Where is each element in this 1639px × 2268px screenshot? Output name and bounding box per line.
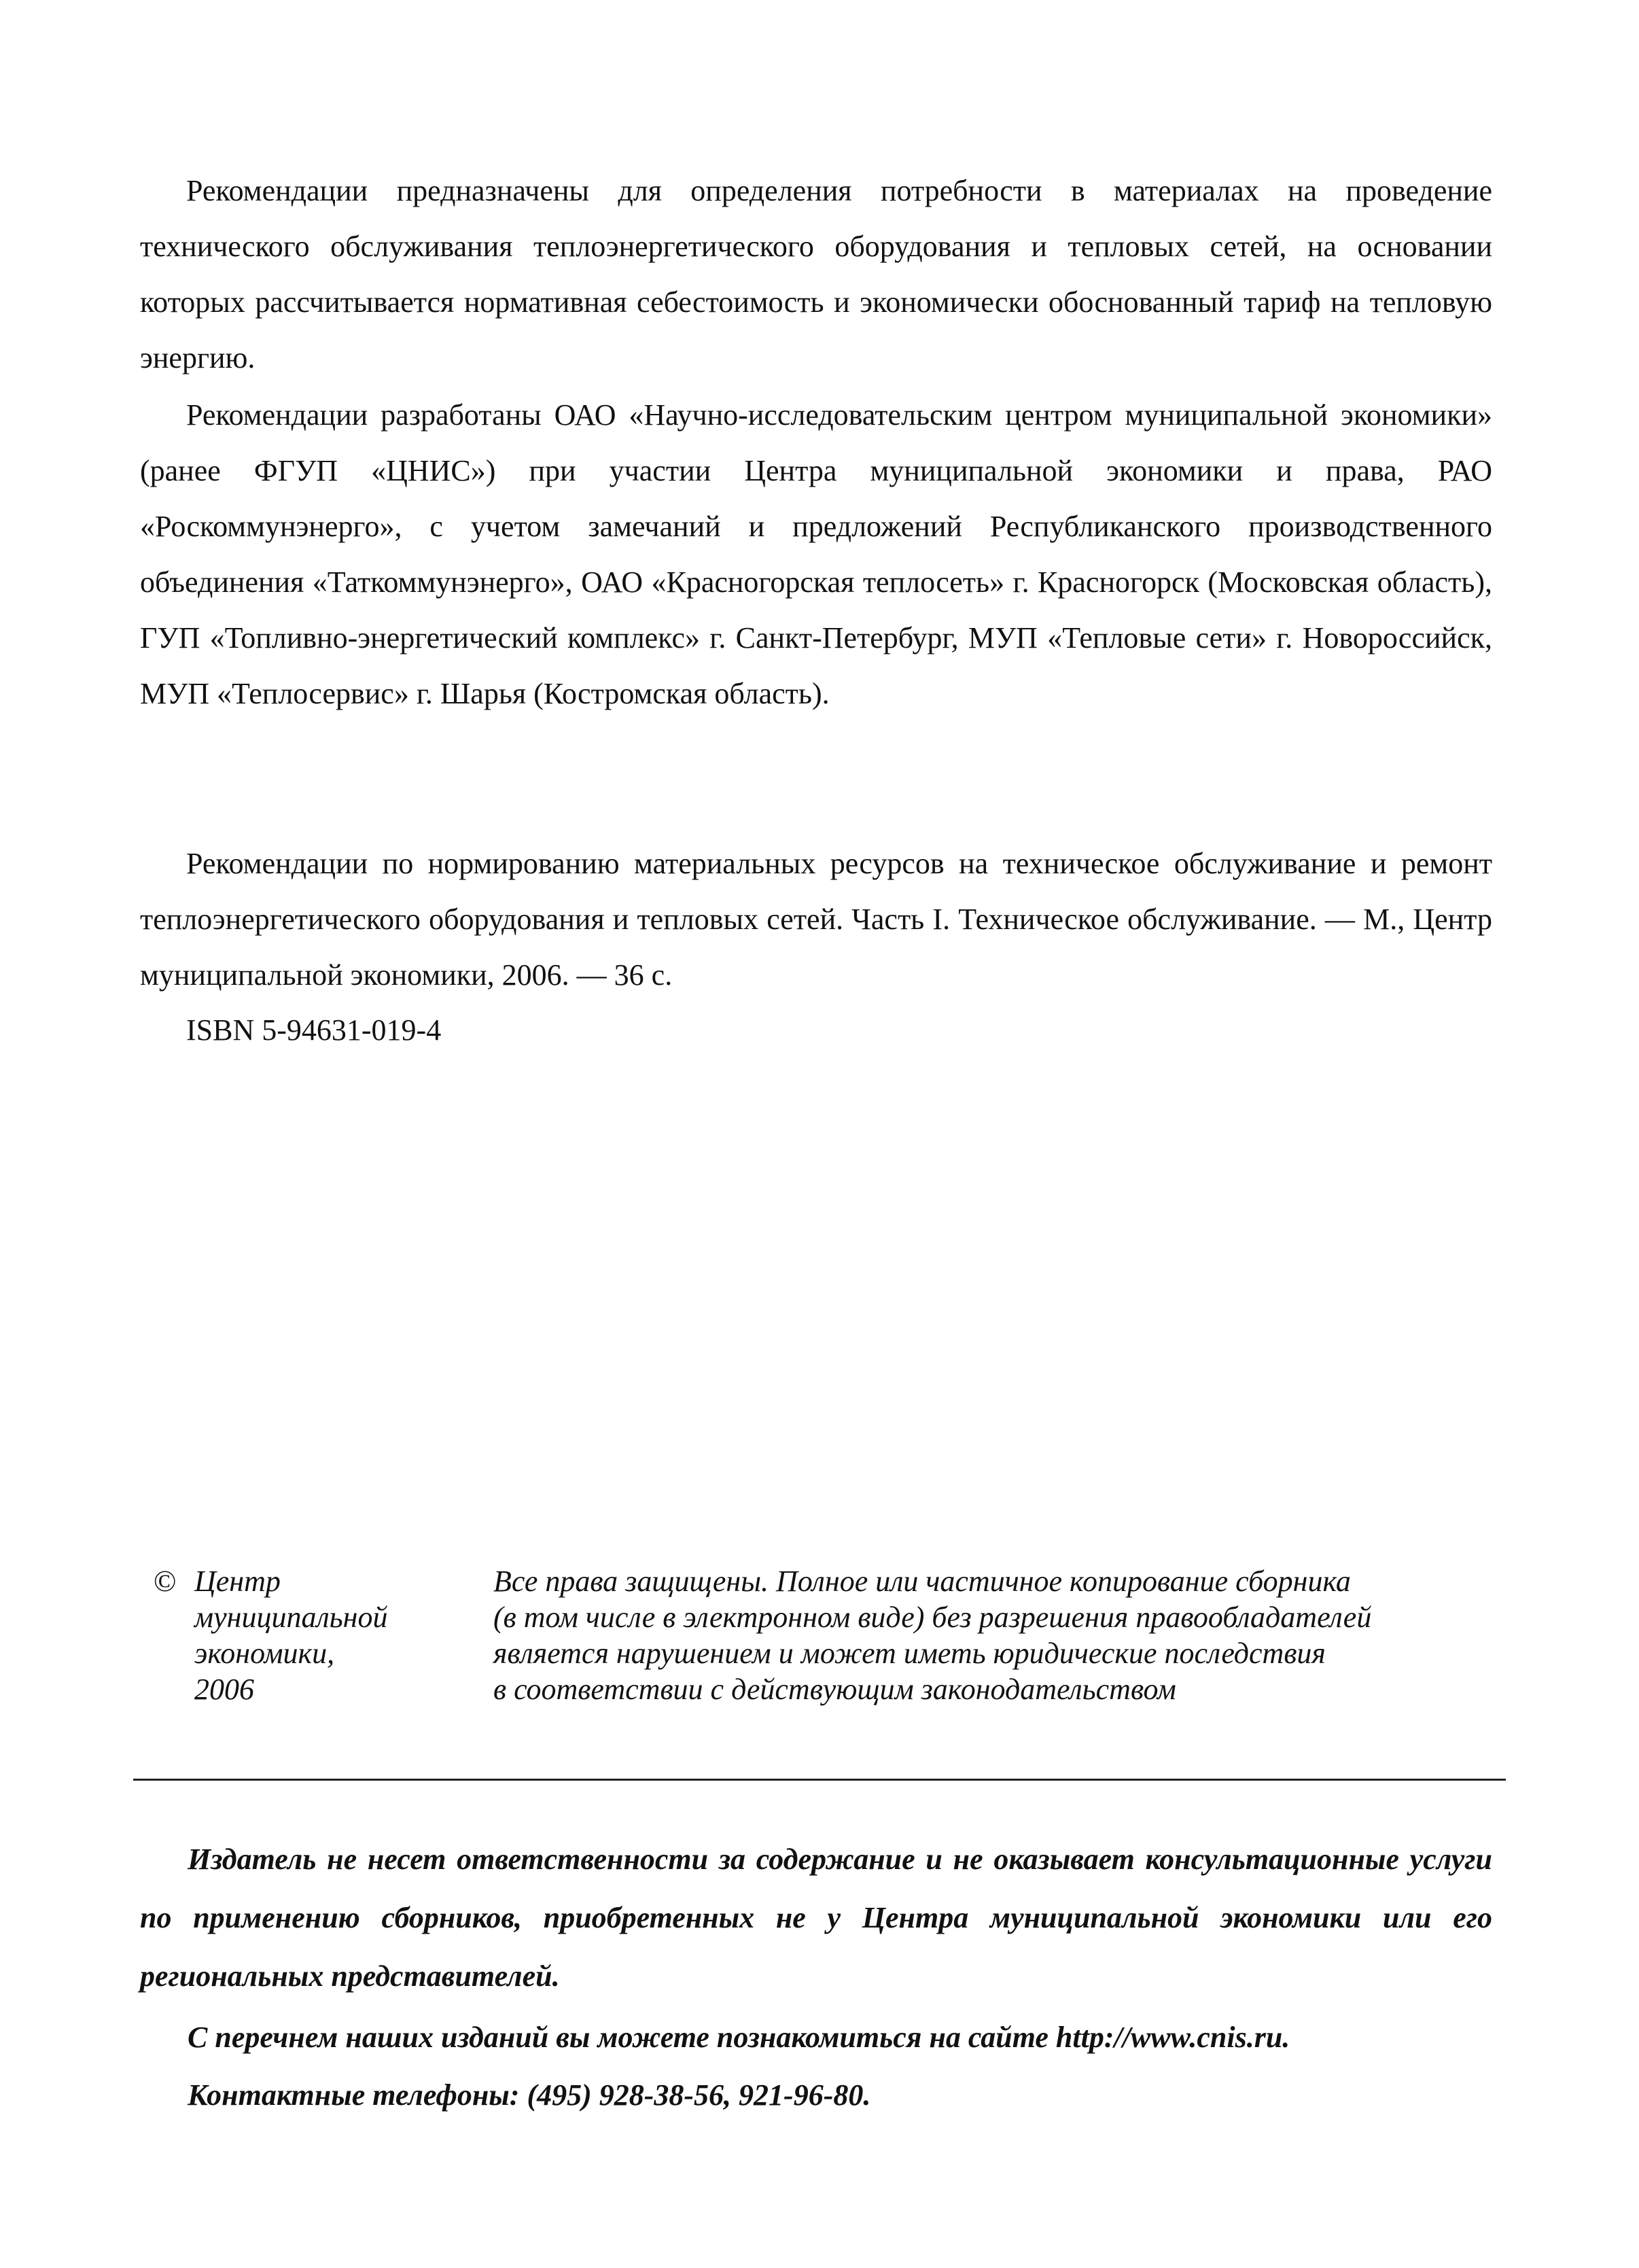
contact-phones: Контактные телефоны: (495) 928-38-56, 921-96-80. [188, 2078, 871, 2112]
horizontal-divider [133, 1779, 1506, 1781]
copyright-holder-lines [194, 1563, 387, 1707]
copyright-holder-line: 2006 [194, 1673, 254, 1706]
isbn-line: ISBN 5-94631-019-4 [186, 1013, 442, 1047]
copyright-holder-line: Центр [194, 1565, 281, 1598]
bibliographic-citation: Рекомендации по нормированию материальных ресурсов на техническое обслуживание и ремонт теплоэнергетического оборудования и тепловых сетей. Часть I. Техническое обслуживание. — М., Центр муниципальной экономики, 2006. — 36 с. [140, 847, 1492, 992]
publisher-disclaimer: Издатель не несет ответственности за содержание и не оказывает консультационные услуги по применению сборников, приобретенных не у Центра муниципальной экономики или его региональных представителей. [140, 1843, 1492, 1993]
copyright-block [154, 1563, 1485, 1754]
copyright-notice [493, 1563, 1485, 1707]
copyright-notice-line: в соответствии с действующим законодательством [493, 1673, 1176, 1706]
copyright-notice-line: (в том числе в электронном виде) без разрешения правообладателей [493, 1601, 1372, 1634]
catalog-notice: С перечнем наших изданий вы можете познакомиться на сайте http://www.cnis.ru. [188, 2021, 1290, 2054]
copyright-notice-line: Все права защищены. Полное или частичное копирование сборника [493, 1565, 1351, 1598]
copyright-holder-line: экономики, [194, 1637, 335, 1670]
developers-paragraph: Рекомендации разработаны ОАО «Научно-исследовательским центром муниципальной экономики» (ранее ФГУП «ЦНИС») при участии Центра муниципальной экономики и права, РАО «Роскоммунэнерго», с учетом замечаний и предложений Республиканского производственного объединения «Таткоммунэнерго», ОАО «Красногорская теплосеть» г. Красногорск (Московская область), ГУП «Топливно-энергетический комплекс» г. Санкт-Петербург, МУП «Тепловые сети» г. Новороссийск, МУП «Теплосервис» г. Шарья (Костромская область). [140, 398, 1492, 710]
copyright-icon: © [154, 1565, 177, 1598]
purpose-paragraph: Рекомендации предназначены для определения потребности в материалах на проведение технического обслуживания теплоэнергетического оборудования и тепловых сетей, на основании которых рассчитывается нормативная себестоимость и экономически обоснованный тариф на тепловую энергию. [140, 174, 1492, 374]
copyright-notice-line: является нарушением и может иметь юридические последствия [493, 1637, 1326, 1670]
copyright-holder-line: муниципальной [194, 1601, 388, 1634]
